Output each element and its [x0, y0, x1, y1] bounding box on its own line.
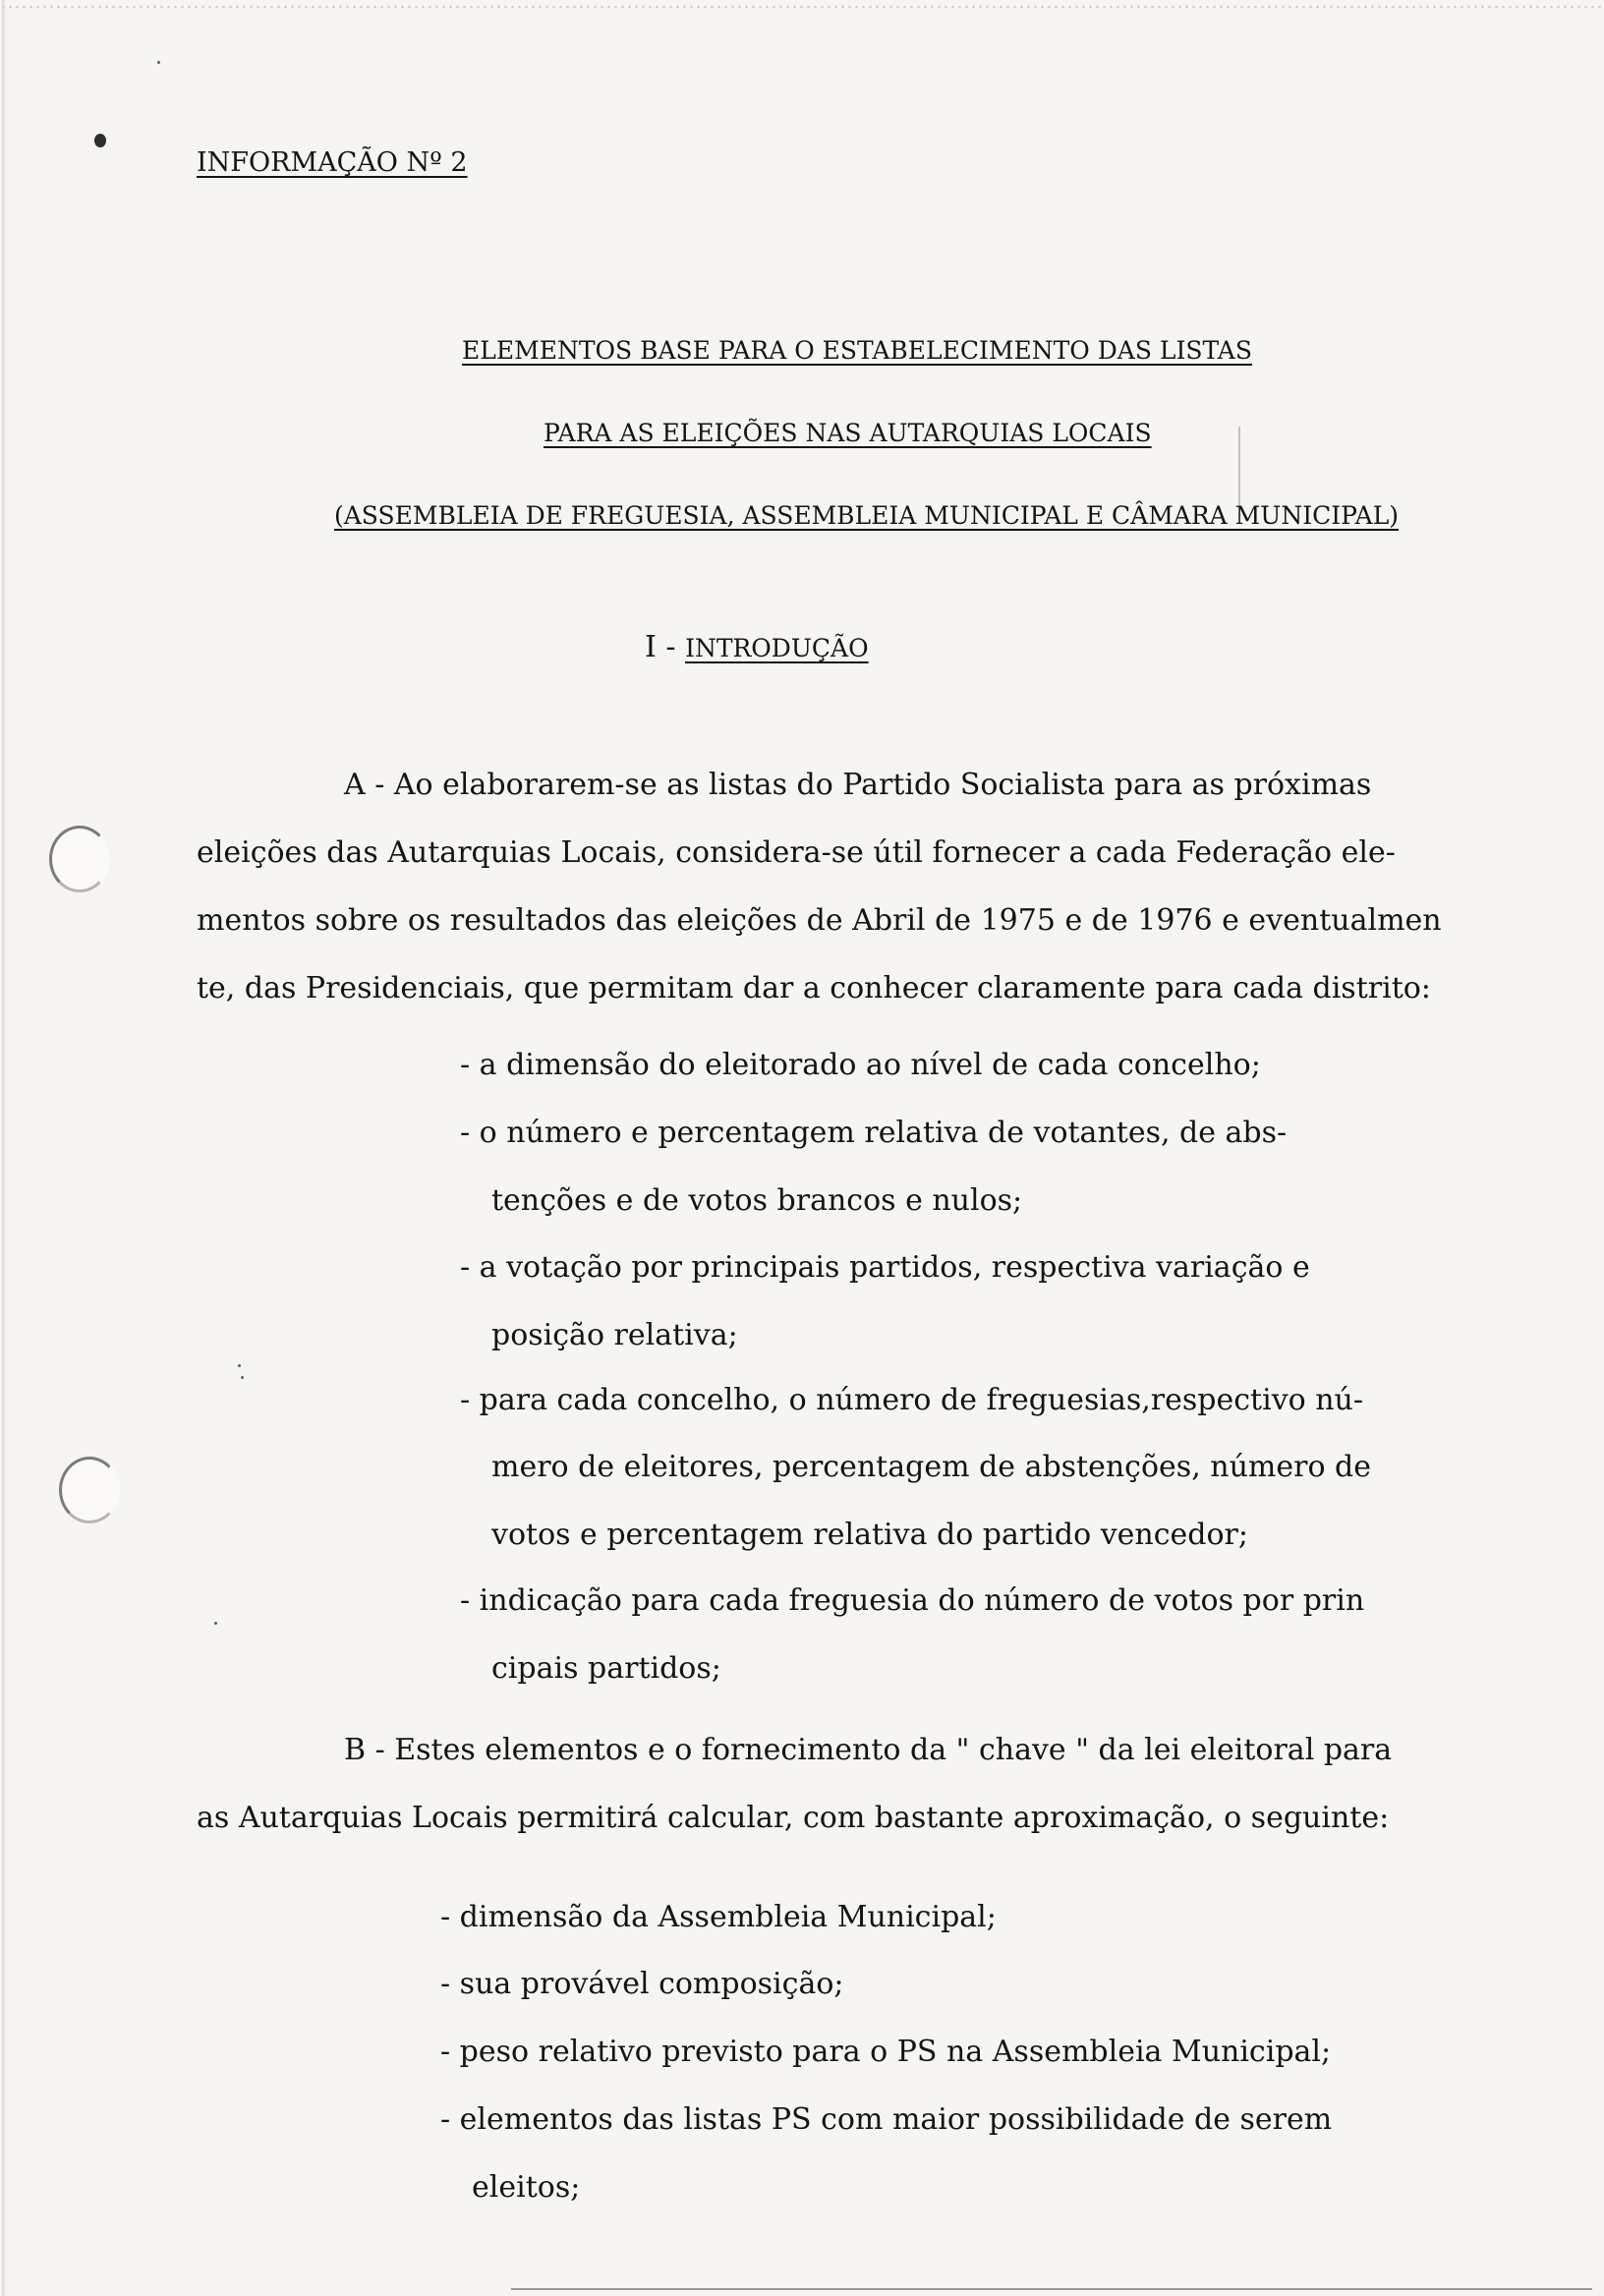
section-number: I -	[645, 630, 686, 664]
list-b-line-4: - elementos das listas PS com maior possibilidade de serem	[440, 2102, 1333, 2137]
section-title: INTRODUÇÃO	[685, 634, 869, 662]
punch-hole-lower	[59, 1457, 120, 1523]
title-line-1: ELEMENTOS BASE PARA O ESTABELECIMENTO DAS LISTAS	[462, 336, 1252, 365]
para-a-line-3: mentos sobre os resultados das eleições de Abril de 1975 e de 1976 e eventualmen	[197, 903, 1442, 938]
list-b-line-3: - peso relativo previsto para o PS na Assembleia Municipal;	[440, 2035, 1332, 2069]
para-a-line-4: te, das Presidenciais, que permitam dar a conhecer claramente para cada distrito:	[197, 971, 1431, 1005]
list-a-line-7: mero de eleitores, percentagem de abstenções, número de	[491, 1450, 1372, 1484]
scan-speck	[241, 1376, 244, 1379]
list-a-line-4: - a votação por principais partidos, respectiva variação e	[460, 1250, 1310, 1285]
list-b-line-5: eleitos;	[472, 2170, 581, 2205]
list-a-line-8: votos e percentagem relativa do partido vencedor;	[491, 1518, 1248, 1552]
list-a-line-1: - a dimensão do eleitorado ao nível de cada concelho;	[460, 1048, 1261, 1082]
para-a-line-2: eleições das Autarquias Locais, considera-se útil fornecer a cada Federação ele-	[197, 835, 1396, 870]
scan-speck	[238, 1364, 241, 1367]
document-ref: INFORMAÇÃO Nº 2	[197, 147, 468, 178]
title-line-2: PARA AS ELEIÇÕES NAS AUTARQUIAS LOCAIS	[544, 419, 1152, 447]
scan-edge-dots	[0, 4, 1604, 10]
para-b-line-1: B - Estes elementos e o fornecimento da " chave " da lei eleitoral para	[344, 1733, 1393, 1767]
scan-mark	[1238, 427, 1240, 505]
list-a-line-6: - para cada concelho, o número de freguesias,respectivo nú-	[460, 1383, 1364, 1417]
scan-left-edge	[2, 0, 6, 2296]
scan-bottom-rule	[511, 2288, 1592, 2290]
list-a-line-9: - indicação para cada freguesia do número de votos por prin	[460, 1583, 1365, 1618]
ink-blot	[94, 134, 106, 147]
para-b-line-2: as Autarquias Locais permitirá calcular, com bastante aproximação, o seguinte:	[197, 1801, 1390, 1835]
scan-speck	[214, 1622, 217, 1625]
para-a-line-1: A - Ao elaborarem-se as listas do Partido Socialista para as próximas	[344, 768, 1372, 802]
list-a-line-5: posição relativa;	[491, 1318, 738, 1352]
list-a-line-2: - o número e percentagem relativa de votantes, de abs-	[460, 1116, 1288, 1150]
list-b-line-2: - sua provável composição;	[440, 1967, 844, 2001]
title-line-3: (ASSEMBLEIA DE FREGUESIA, ASSEMBLEIA MUNICIPAL E CÂMARA MUNICIPAL)	[334, 501, 1400, 530]
punch-hole-upper	[49, 826, 110, 892]
scan-speck	[157, 61, 160, 64]
section-heading	[645, 630, 869, 664]
list-a-line-3: tenções e de votos brancos e nulos;	[491, 1183, 1023, 1218]
list-b-line-1: - dimensão da Assembleia Municipal;	[440, 1900, 997, 1934]
list-a-line-10: cipais partidos;	[491, 1651, 721, 1686]
